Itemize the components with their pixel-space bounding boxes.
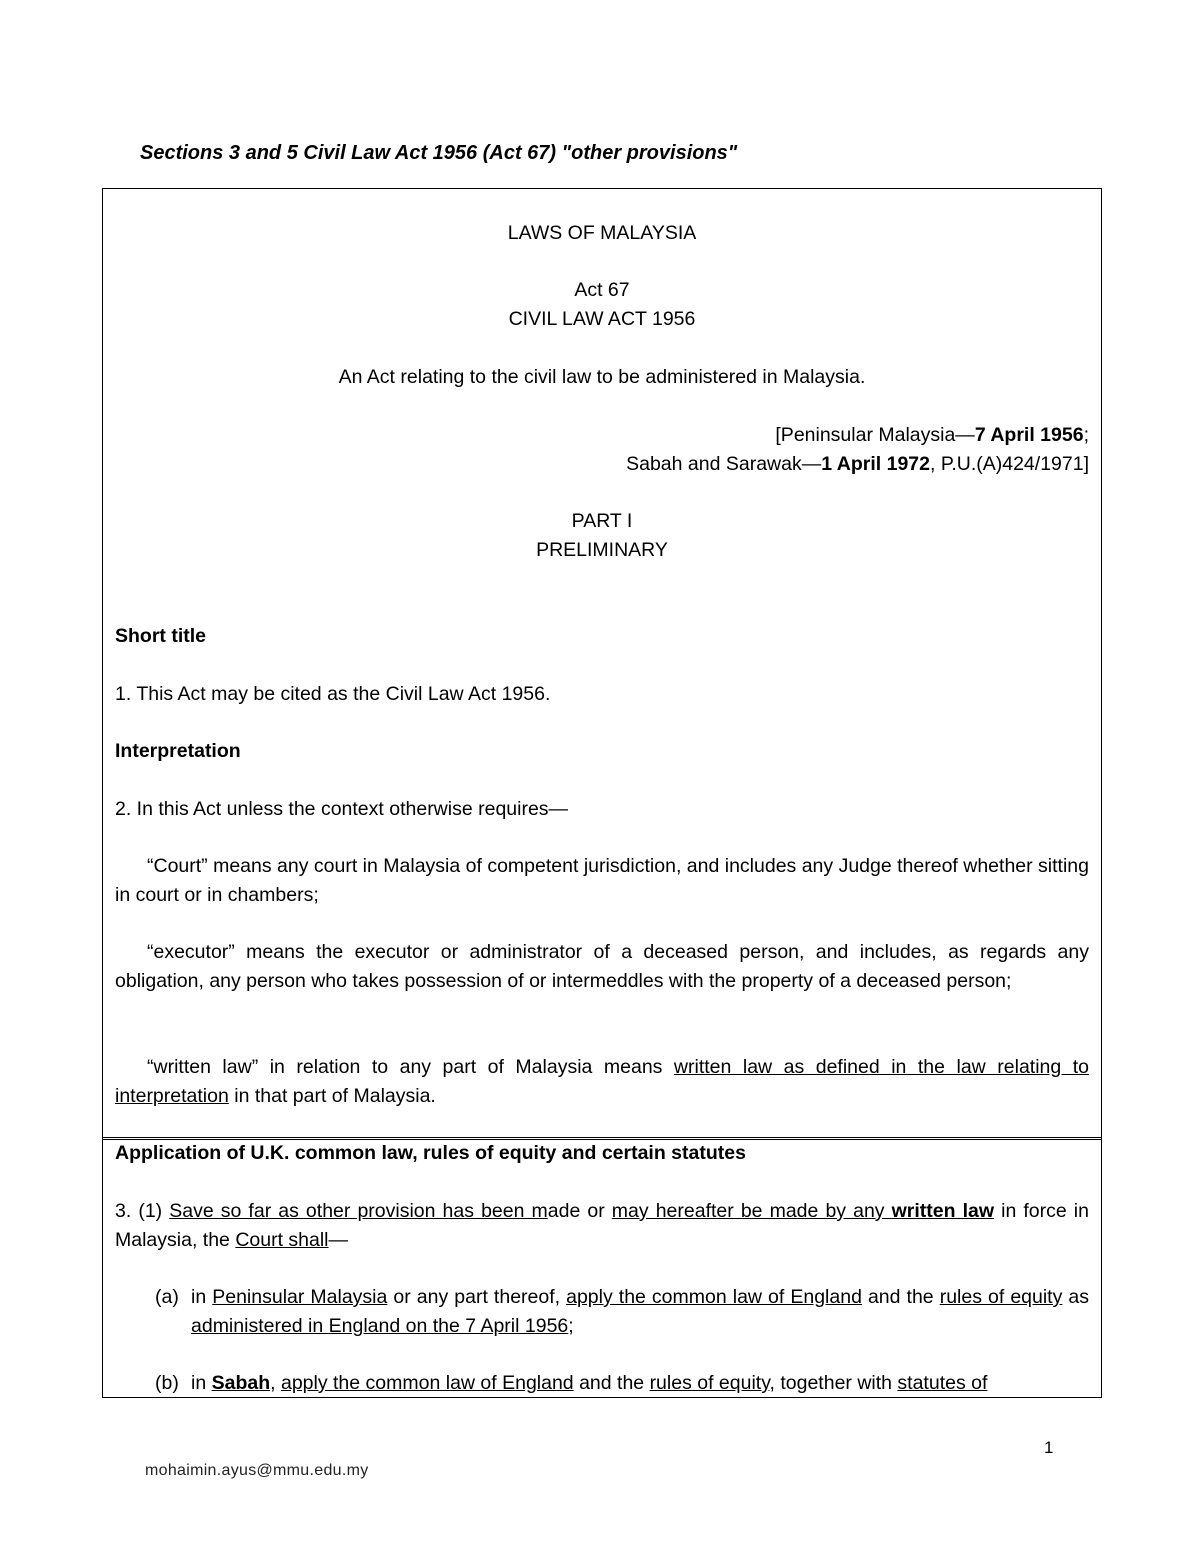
section-3-heading: Application of U.K. common law, rules of equity and certain statutes [115, 1142, 746, 1164]
paragraph-a-label: (a) [155, 1286, 179, 1308]
section-2-heading: Interpretation [115, 740, 241, 762]
paragraph-b-label: (b) [155, 1372, 179, 1394]
section-3-1-a [155, 1283, 1089, 1341]
act-name: CIVIL LAW ACT 1956 [508, 308, 696, 330]
definition-written-law: “written law” in relation to any part of Malaysia means written law as defined in the law relating to interpretation in that part of Malaysia. [115, 1056, 1089, 1107]
act-number: Act 67 [574, 279, 630, 301]
long-title: An Act relating to the civil law to be administered in Malaysia. [338, 366, 866, 388]
paragraph-a-text: in Peninsular Malaysia or any part thereof, apply the common law of England and the rules of equity as administered in England on the 7 April 1956; [191, 1286, 1089, 1337]
section-1-heading: Short title [115, 625, 206, 647]
paragraph-b-text: in Sabah, apply the common law of England and the rules of equity, together with statutes of [191, 1372, 988, 1394]
commencement-peninsular: [Peninsular Malaysia—7 April 1956; [775, 424, 1089, 446]
definition-court: “Court” means any court in Malaysia of competent jurisdiction, and includes any Judge thereof whether sitting in court or in chambers; [115, 855, 1089, 906]
commencement-sabah-sarawak: Sabah and Sarawak—1 April 1972, P.U.(A)424/1971] [626, 453, 1089, 475]
section-3-1-b [155, 1369, 1089, 1398]
page-number: 1 [1044, 1438, 1054, 1457]
section-3-1-text: 3. (1) Save so far as other provision has been made or may hereafter be made by any written law in force in Malaysia, the Court shall— [115, 1200, 1089, 1251]
part-number: PART I [571, 510, 633, 532]
section-2-text: 2. In this Act unless the context otherwise requires— [115, 798, 569, 820]
document-heading: Sections 3 and 5 Civil Law Act 1956 (Act 67) "other provisions" [140, 142, 738, 164]
footer-email: mohaimin.ayus@mmu.edu.my [145, 1462, 369, 1479]
definition-executor: “executor” means the executor or administrator of a deceased person, and includes, as regards any obligation, any person who takes possession of or intermeddles with the property of a deceased person; [115, 941, 1089, 992]
act-box-section-3 [102, 1137, 1102, 1398]
act-box-preliminary [102, 188, 1102, 1140]
section-1-text: 1. This Act may be cited as the Civil Law Act 1956. [115, 683, 551, 705]
law-title: LAWS OF MALAYSIA [507, 222, 697, 244]
part-name: PRELIMINARY [536, 539, 668, 561]
